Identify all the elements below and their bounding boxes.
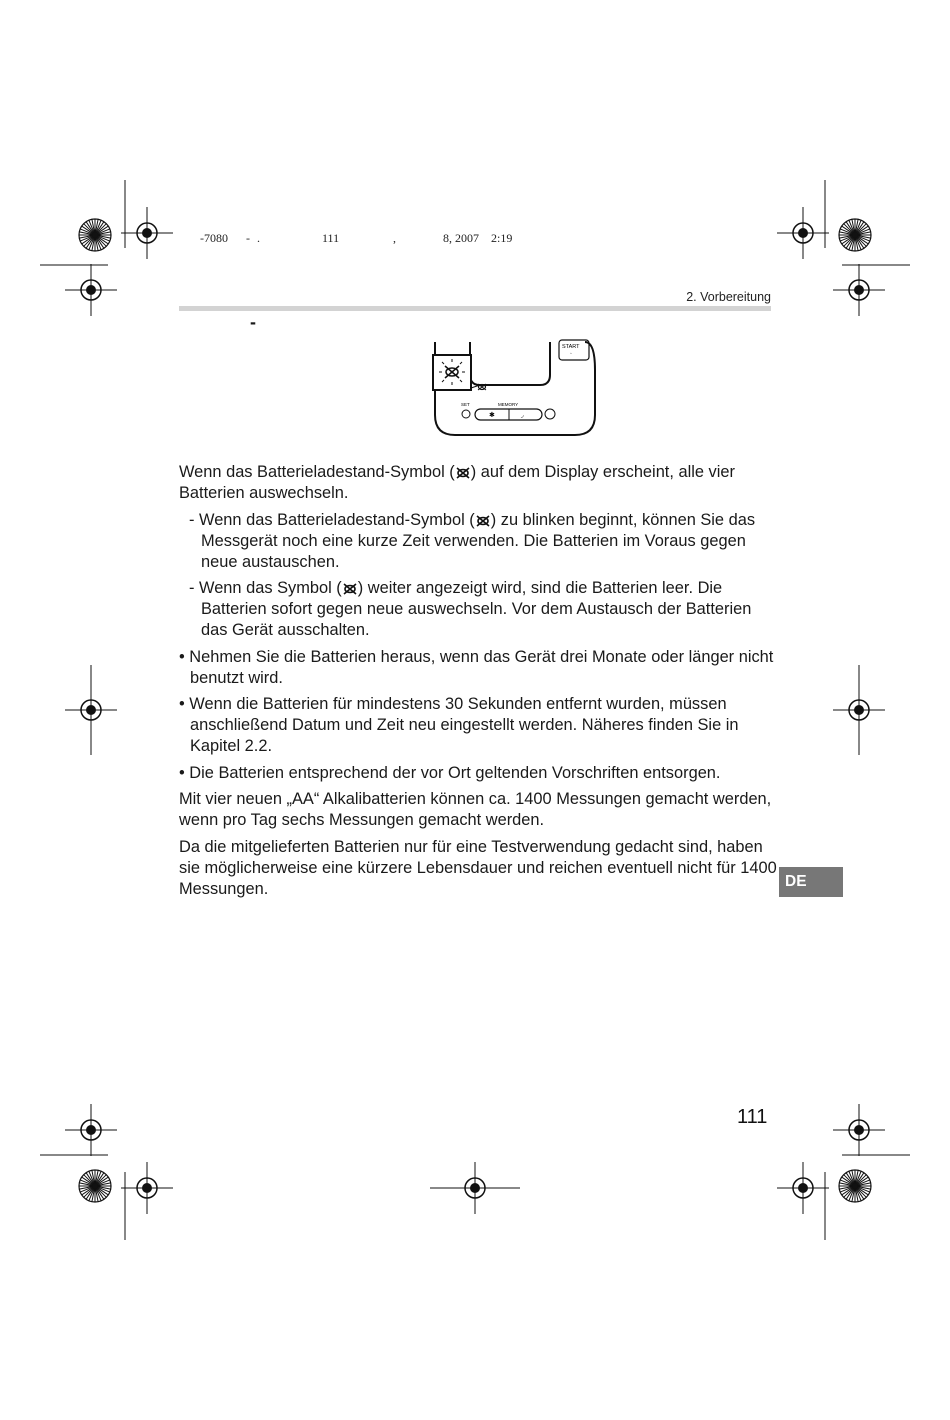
color-target-icon — [79, 219, 111, 251]
registration-mark-icon — [65, 264, 117, 316]
print-sep: , — [393, 231, 396, 245]
device-illustration — [425, 330, 610, 440]
paragraph: Mit vier neuen „AA“ Alkalibatterien können ca. 1400 Messungen gemacht werden, wenn pro Tag sechs Messungen gemacht werden. — [179, 790, 772, 829]
color-target-icon — [839, 1170, 871, 1202]
print-sep: . — [257, 231, 260, 245]
language-tab: DE — [779, 867, 843, 897]
battery-low-icon — [478, 384, 486, 390]
registration-mark-icon — [833, 264, 885, 316]
start-label: START — [562, 344, 580, 350]
color-target-icon — [839, 219, 871, 251]
registration-mark-icon — [449, 1162, 501, 1214]
page-number: 111 — [737, 1106, 768, 1128]
list-item: • Die Batterien entsprechend der vor Ort geltenden Vorschriften entsorgen. — [179, 763, 721, 782]
registration-mark-icon — [121, 1162, 173, 1214]
battery-low-icon — [342, 581, 358, 595]
print-date: 8, 2007 — [443, 231, 479, 245]
svg-text:◞: ◞ — [521, 411, 524, 419]
registration-mark-icon — [833, 1104, 885, 1156]
body-text — [179, 462, 779, 905]
registration-mark-icon — [777, 207, 829, 259]
print-sep: - — [246, 231, 250, 245]
registration-mark-icon — [65, 684, 117, 736]
list-item: • Wenn die Batterien für mindestens 30 Sekunden entfernt wurden, müssen anschließend Datum und Zeit neu eingestellt werden. Näheres finden Sie in Kapitel 2.2. — [179, 695, 739, 755]
registration-mark-icon — [833, 684, 885, 736]
list-item: • Nehmen Sie die Batterien heraus, wenn das Gerät drei Monate oder länger nicht benutzt wird. — [179, 647, 774, 687]
svg-text:✱: ✱ — [489, 411, 495, 419]
print-code: -7080 — [200, 231, 228, 245]
print-page: 111 — [322, 231, 340, 245]
registration-mark-icon — [65, 1104, 117, 1156]
svg-text:◦: ◦ — [570, 351, 572, 357]
battery-low-icon — [455, 465, 471, 479]
paragraph: Da die mitgelieferten Batterien nur für eine Testverwendung gedacht sind, haben sie möglicherweise eine kürzere Lebensdauer und reichen eventuell nicht für 1400 Messungen. — [179, 837, 777, 898]
print-time: 2:19 — [491, 231, 513, 245]
list-item: - Wenn das Symbol ( ) weiter angezeigt wird, sind die Batterien leer. Die Batterien sofort gegen neue auswechseln. Vor dem Austausch der Batterien das Gerät ausschalten. — [189, 579, 752, 639]
battery-low-icon — [475, 513, 491, 527]
paragraph: Wenn das Batterieladestand-Symbol ( ) auf dem Display erscheint, alle vier Batterien auswechseln. — [179, 463, 735, 502]
registration-mark-icon — [777, 1162, 829, 1214]
running-head: 2. Vorbereitung — [686, 290, 771, 304]
header-rule — [179, 306, 771, 311]
registration-mark-icon — [121, 207, 173, 259]
set-label: SET — [461, 402, 470, 407]
color-target-icon — [79, 1170, 111, 1202]
memory-label: MEMORY — [498, 402, 519, 407]
list-item: - Wenn das Batterieladestand-Symbol ( ) zu blinken beginnt, können Sie das Messgerät noch eine kurze Zeit verwenden. Die Batterien im Voraus gegen neue austauschen. — [189, 510, 756, 571]
dash-mark: - — [250, 312, 256, 332]
